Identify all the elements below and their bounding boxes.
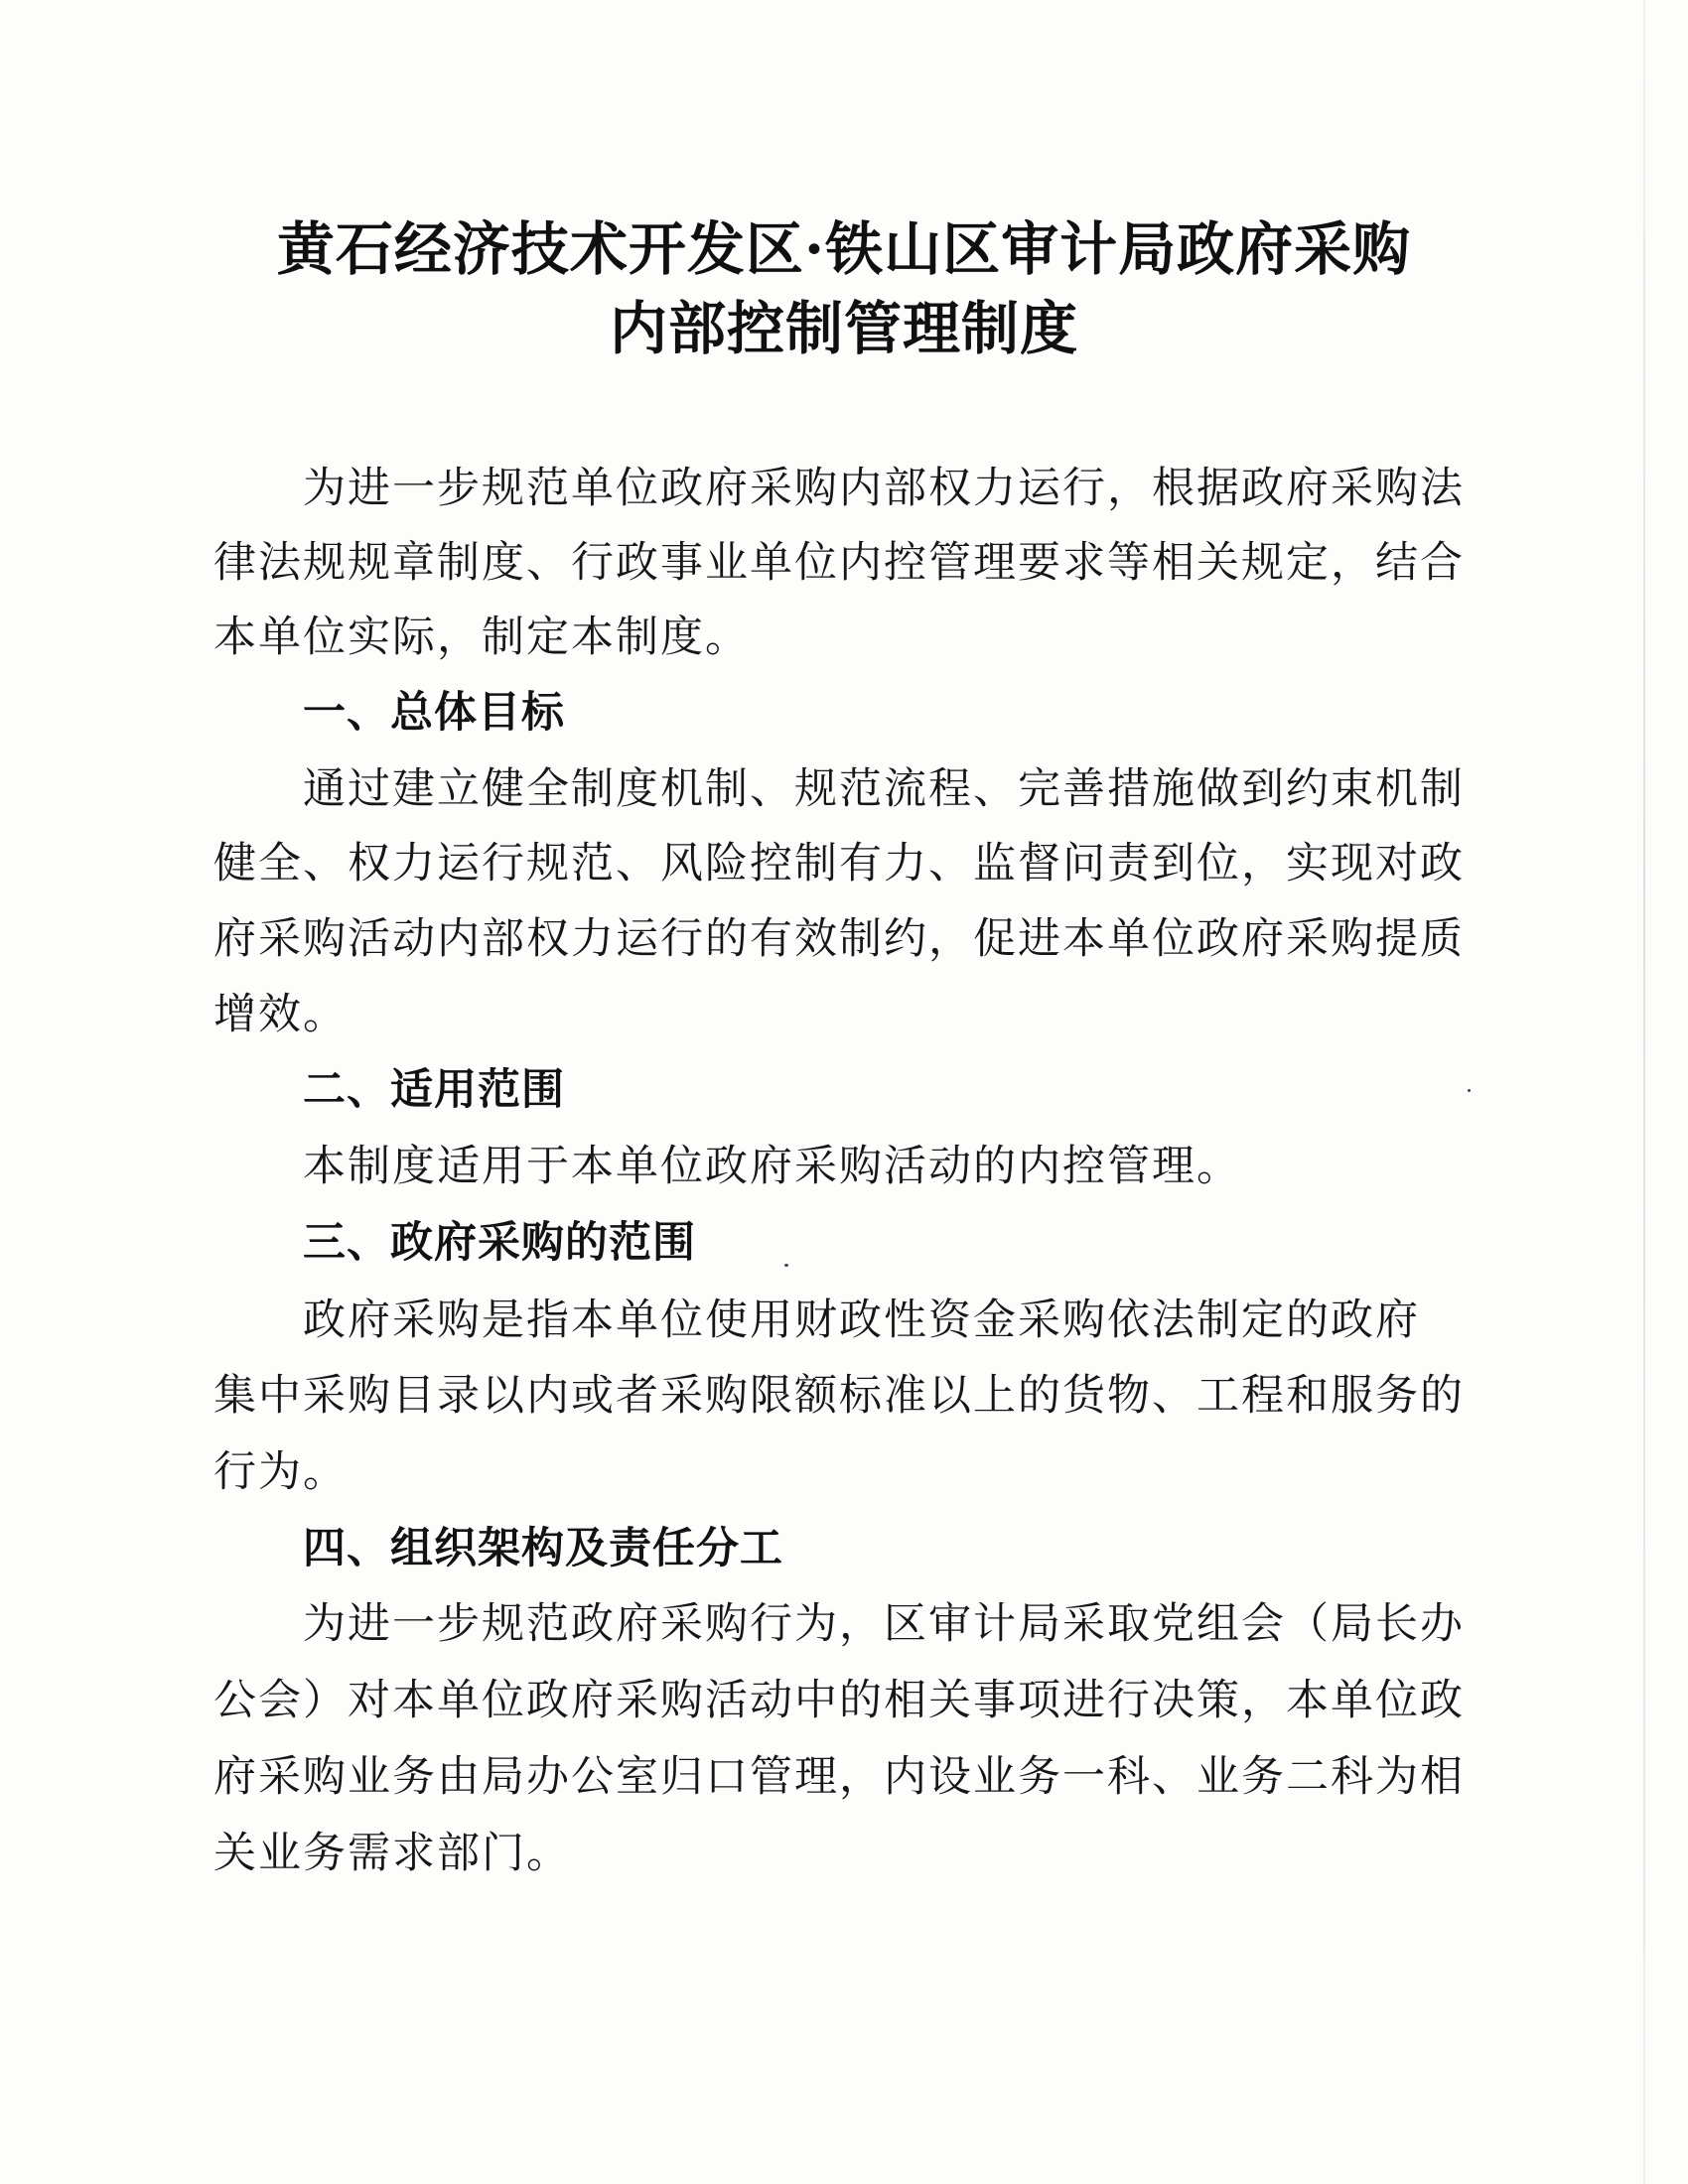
scan-edge-line: [1643, 0, 1645, 2184]
section-4-line-2: 公会）对本单位政府采购活动中的相关事项进行决策，本单位政: [213, 1676, 1465, 1725]
section-heading-2: 二、适用范围: [303, 1065, 565, 1115]
section-4-line-3: 府采购业务由局办公室归口管理，内设业务一科、业务二科为相: [213, 1752, 1465, 1802]
section-1-line-2: 健全、权力运行规范、风险控制有力、监督问责到位，实现对政: [213, 839, 1465, 888]
section-2-line-1: 本制度适用于本单位政府采购活动的内控管理。: [303, 1142, 1241, 1191]
section-3-line-2: 集中采购目录以内或者采购限额标准以上的货物、工程和服务的: [213, 1371, 1465, 1421]
scan-speck: [1468, 1089, 1471, 1092]
section-4-line-4: 关业务需求部门。: [213, 1829, 571, 1878]
document-title-line-1: 黄石经济技术开发区·铁山区审计局政府采购: [276, 215, 1412, 283]
section-1-line-1: 通过建立健全制度机制、规范流程、完善措施做到约束机制: [303, 764, 1465, 814]
section-4-line-1: 为进一步规范政府采购行为，区审计局采取党组会（局长办: [303, 1599, 1465, 1649]
document-title-line-2: 内部控制管理制度: [609, 295, 1078, 362]
intro-line-3: 本单位实际，制定本制度。: [213, 613, 750, 662]
scan-speck: [784, 1264, 788, 1267]
section-3-line-3: 行为。: [213, 1447, 348, 1497]
section-heading-3: 三、政府采购的范围: [303, 1218, 696, 1268]
section-heading-1: 一、总体目标: [303, 688, 565, 738]
intro-line-2: 律法规规章制度、行政事业单位内控管理要求等相关规定，结合: [213, 538, 1465, 588]
intro-line-1: 为进一步规范单位政府采购内部权力运行，根据政府采购法: [303, 464, 1465, 513]
section-3-line-1: 政府采购是指本单位使用财政性资金采购依法制定的政府: [303, 1296, 1420, 1345]
section-1-line-4: 增效。: [213, 990, 348, 1039]
section-heading-4: 四、组织架构及责任分工: [303, 1524, 783, 1573]
section-1-line-3: 府采购活动内部权力运行的有效制约，促进本单位政府采购提质: [213, 914, 1465, 964]
